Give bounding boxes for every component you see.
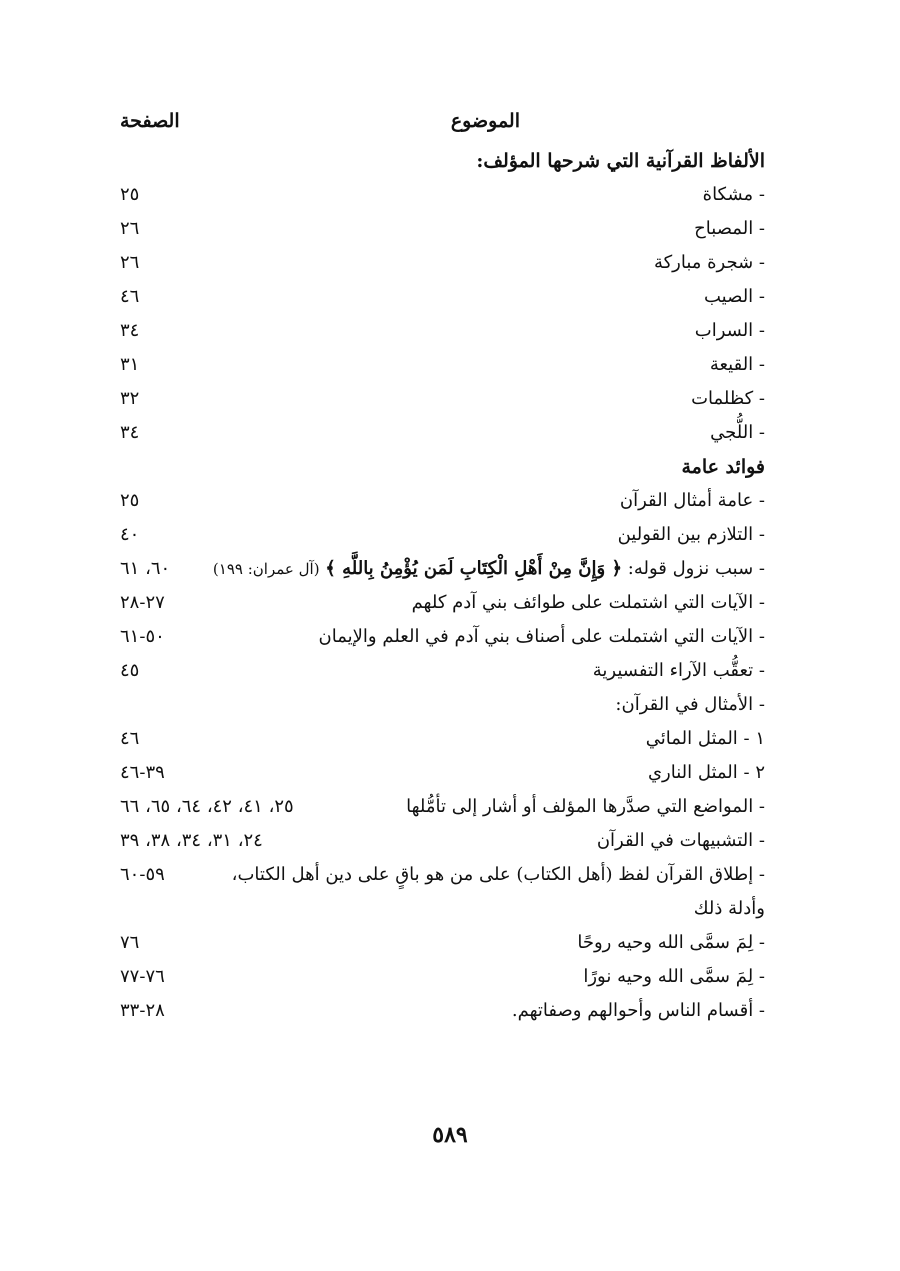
entry-topic: - كظلمات (691, 388, 765, 409)
entry-pages: ٢٦ (120, 218, 140, 239)
entry-pages: ٤٦ (120, 286, 140, 307)
entry-topic: - اللُّجي (710, 422, 765, 443)
entry-pages: ٢٥، ٤١، ٤٢، ٦٤، ٦٥، ٦٦ (120, 796, 294, 817)
entry-topic: - السراب (694, 320, 765, 341)
entry-pages: ٣٢ (120, 388, 140, 409)
entry-pages: ٢٦ (120, 252, 140, 273)
entry-topic: - القيعة (709, 354, 765, 375)
index-entry (120, 416, 765, 450)
index-entry (120, 178, 765, 212)
index-entry (120, 280, 765, 314)
entry-pages: ٤٠ (120, 524, 140, 545)
index-entry (120, 722, 765, 756)
index-entry (120, 348, 765, 382)
entry-topic (190, 552, 765, 586)
page-column-heading: الصفحة (120, 110, 180, 132)
entry-topic: - عامة أمثال القرآن (619, 490, 765, 511)
entry-pages: ٢٧-٢٨ (120, 592, 165, 613)
index-entry (120, 382, 765, 416)
entry-topic: ٢ - المثل الناري (647, 762, 765, 783)
index-entry (120, 654, 765, 688)
entry-topic: - الآيات التي اشتملت على طوائف بني آدم كلهم (411, 592, 765, 613)
entry-topic: - الصيب (703, 286, 765, 307)
index-entry (120, 212, 765, 246)
index-entry (120, 790, 765, 824)
index-entry (120, 586, 765, 620)
index-entry (120, 756, 765, 790)
entry-pages: ٤٦ (120, 728, 140, 749)
verse-reference: (آل عمران: ١٩٩) (212, 560, 320, 578)
index-entry (120, 620, 765, 654)
entry-pages: ٥٠-٦١ (120, 626, 165, 647)
entry-pages: ٢٨-٣٣ (120, 1000, 165, 1021)
entry-pages: ٧٦ (120, 932, 140, 953)
index-entry (120, 994, 765, 1028)
index-entry (120, 518, 765, 552)
page-number: ٥٨٩ (432, 1122, 468, 1148)
entry-topic: - المصباح (694, 218, 765, 239)
index-page (120, 110, 765, 1028)
index-entry (120, 824, 765, 858)
entry-topic-prefix: - سبب نزول قوله: (627, 558, 765, 579)
index-entry (120, 484, 765, 518)
entry-pages: ٤٥ (120, 660, 140, 681)
entry-topic: - أقسام الناس وأحوالهم وصفاتهم. (511, 1000, 765, 1021)
topic-column-heading: الموضوع (450, 110, 520, 132)
index-entry (120, 314, 765, 348)
entry-pages: ٢٥ (120, 490, 140, 511)
index-entry (120, 926, 765, 960)
index-entry (120, 552, 765, 586)
entry-pages: ٣١ (120, 354, 140, 375)
entry-topic: - المواضع التي صدَّرها المؤلف أو أشار إلى تأمُّلها (406, 796, 765, 817)
entry-pages: ٣٤ (120, 422, 140, 443)
entry-topic: - الأمثال في القرآن: (615, 694, 765, 715)
entry-topic: - شجرة مباركة (653, 252, 765, 273)
index-entry (120, 688, 765, 722)
entry-topic: ١ - المثل المائي (645, 728, 765, 749)
index-entry (120, 246, 765, 280)
index-entry (120, 960, 765, 994)
entry-topic: - الآيات التي اشتملت على أصناف بني آدم في العلم والإيمان (318, 626, 765, 647)
entry-topic: - التلازم بين القولين (617, 524, 765, 545)
entry-pages: ٢٥ (120, 184, 140, 205)
entry-topic: - إطلاق القرآن لفظ (أهل الكتاب) على من هو باقٍ على دين أهل الكتاب، وأدلة ذلك (231, 864, 765, 919)
entry-pages: ٣٩-٤٦ (120, 762, 165, 783)
entry-topic: - تعقُّب الآراء التفسيرية (592, 660, 765, 681)
entry-topic: - لِمَ سمَّى الله وحيه نورًا (583, 966, 765, 987)
entry-topic: - لِمَ سمَّى الله وحيه روحًا (577, 932, 765, 953)
index-entry (120, 858, 765, 926)
entry-pages: ٢٤، ٣١، ٣٤، ٣٨، ٣٩ (120, 830, 263, 851)
index-header (120, 110, 765, 144)
entry-topic: - التشبيهات في القرآن (596, 830, 765, 851)
entry-topic: - مشكاة (702, 184, 765, 205)
words-section-title: الألفاظ القرآنية التي شرحها المؤلف: (476, 150, 765, 172)
entry-pages: ٣٤ (120, 320, 140, 341)
quran-verse: ﴿ وَإِنَّ مِنْ أَهْلِ الْكِتَابِ لَمَن يُؤْمِنُ بِاللَّهِ ﴾ (325, 558, 623, 579)
entry-pages: ٧٦-٧٧ (120, 966, 165, 987)
benefits-section-title: فوائد عامة (681, 456, 765, 478)
entry-pages: ٥٩-٦٠ (120, 864, 165, 885)
entry-pages: ٦٠، ٦١ (120, 558, 171, 579)
